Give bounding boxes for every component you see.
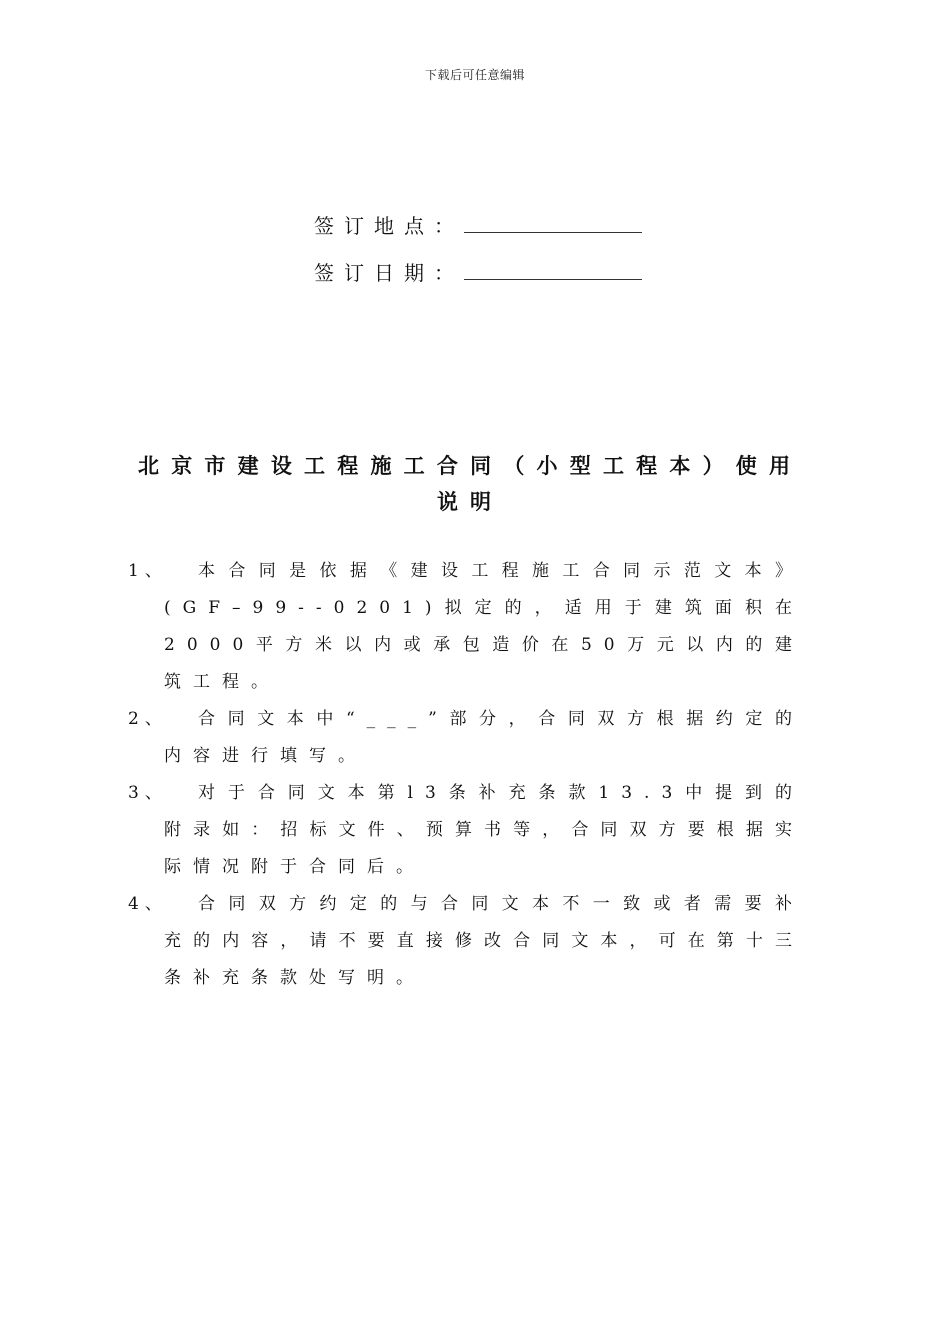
signing-date-row xyxy=(314,257,642,286)
signing-place-label: 签订地点： xyxy=(314,214,464,238)
usage-notes-list xyxy=(128,553,804,997)
header-note: 下载后可任意编辑 xyxy=(424,68,525,82)
note-number: 3、 xyxy=(128,783,168,803)
note-item-1 xyxy=(128,553,804,701)
note-text: 对于合同文本第l3条补充条款13.3中提到的附录如：招标文件、预算书等，合同双方要根据实际情况附于合同后。 xyxy=(164,783,804,877)
note-item-4 xyxy=(128,886,804,997)
note-item-2 xyxy=(128,701,804,775)
signing-place-blank[interactable] xyxy=(464,218,642,233)
signing-place-row xyxy=(314,210,642,239)
note-number: 2、 xyxy=(128,709,168,729)
note-text: 合同文本中“___”部分，合同双方根据约定的内容进行填写。 xyxy=(164,709,804,766)
signing-date-label: 签订日期： xyxy=(314,261,464,285)
note-text: 合同双方约定的与合同文本不一致或者需要补充的内容，请不要直接修改合同文本，可在第十三条补充条款处写明。 xyxy=(164,894,804,988)
note-number: 4、 xyxy=(128,894,168,914)
note-number: 1、 xyxy=(128,561,168,581)
document-title: 北京市建设工程施工合同（小型工程本）使用说明 xyxy=(138,454,802,514)
note-item-3 xyxy=(128,775,804,886)
signing-date-blank[interactable] xyxy=(464,265,642,280)
note-text: 本合同是依据《建设工程施工合同示范文本》(GF–99--0201)拟定的，适用于建筑面积在2000平方米以内或承包造价在50万元以内的建筑工程。 xyxy=(164,561,804,692)
